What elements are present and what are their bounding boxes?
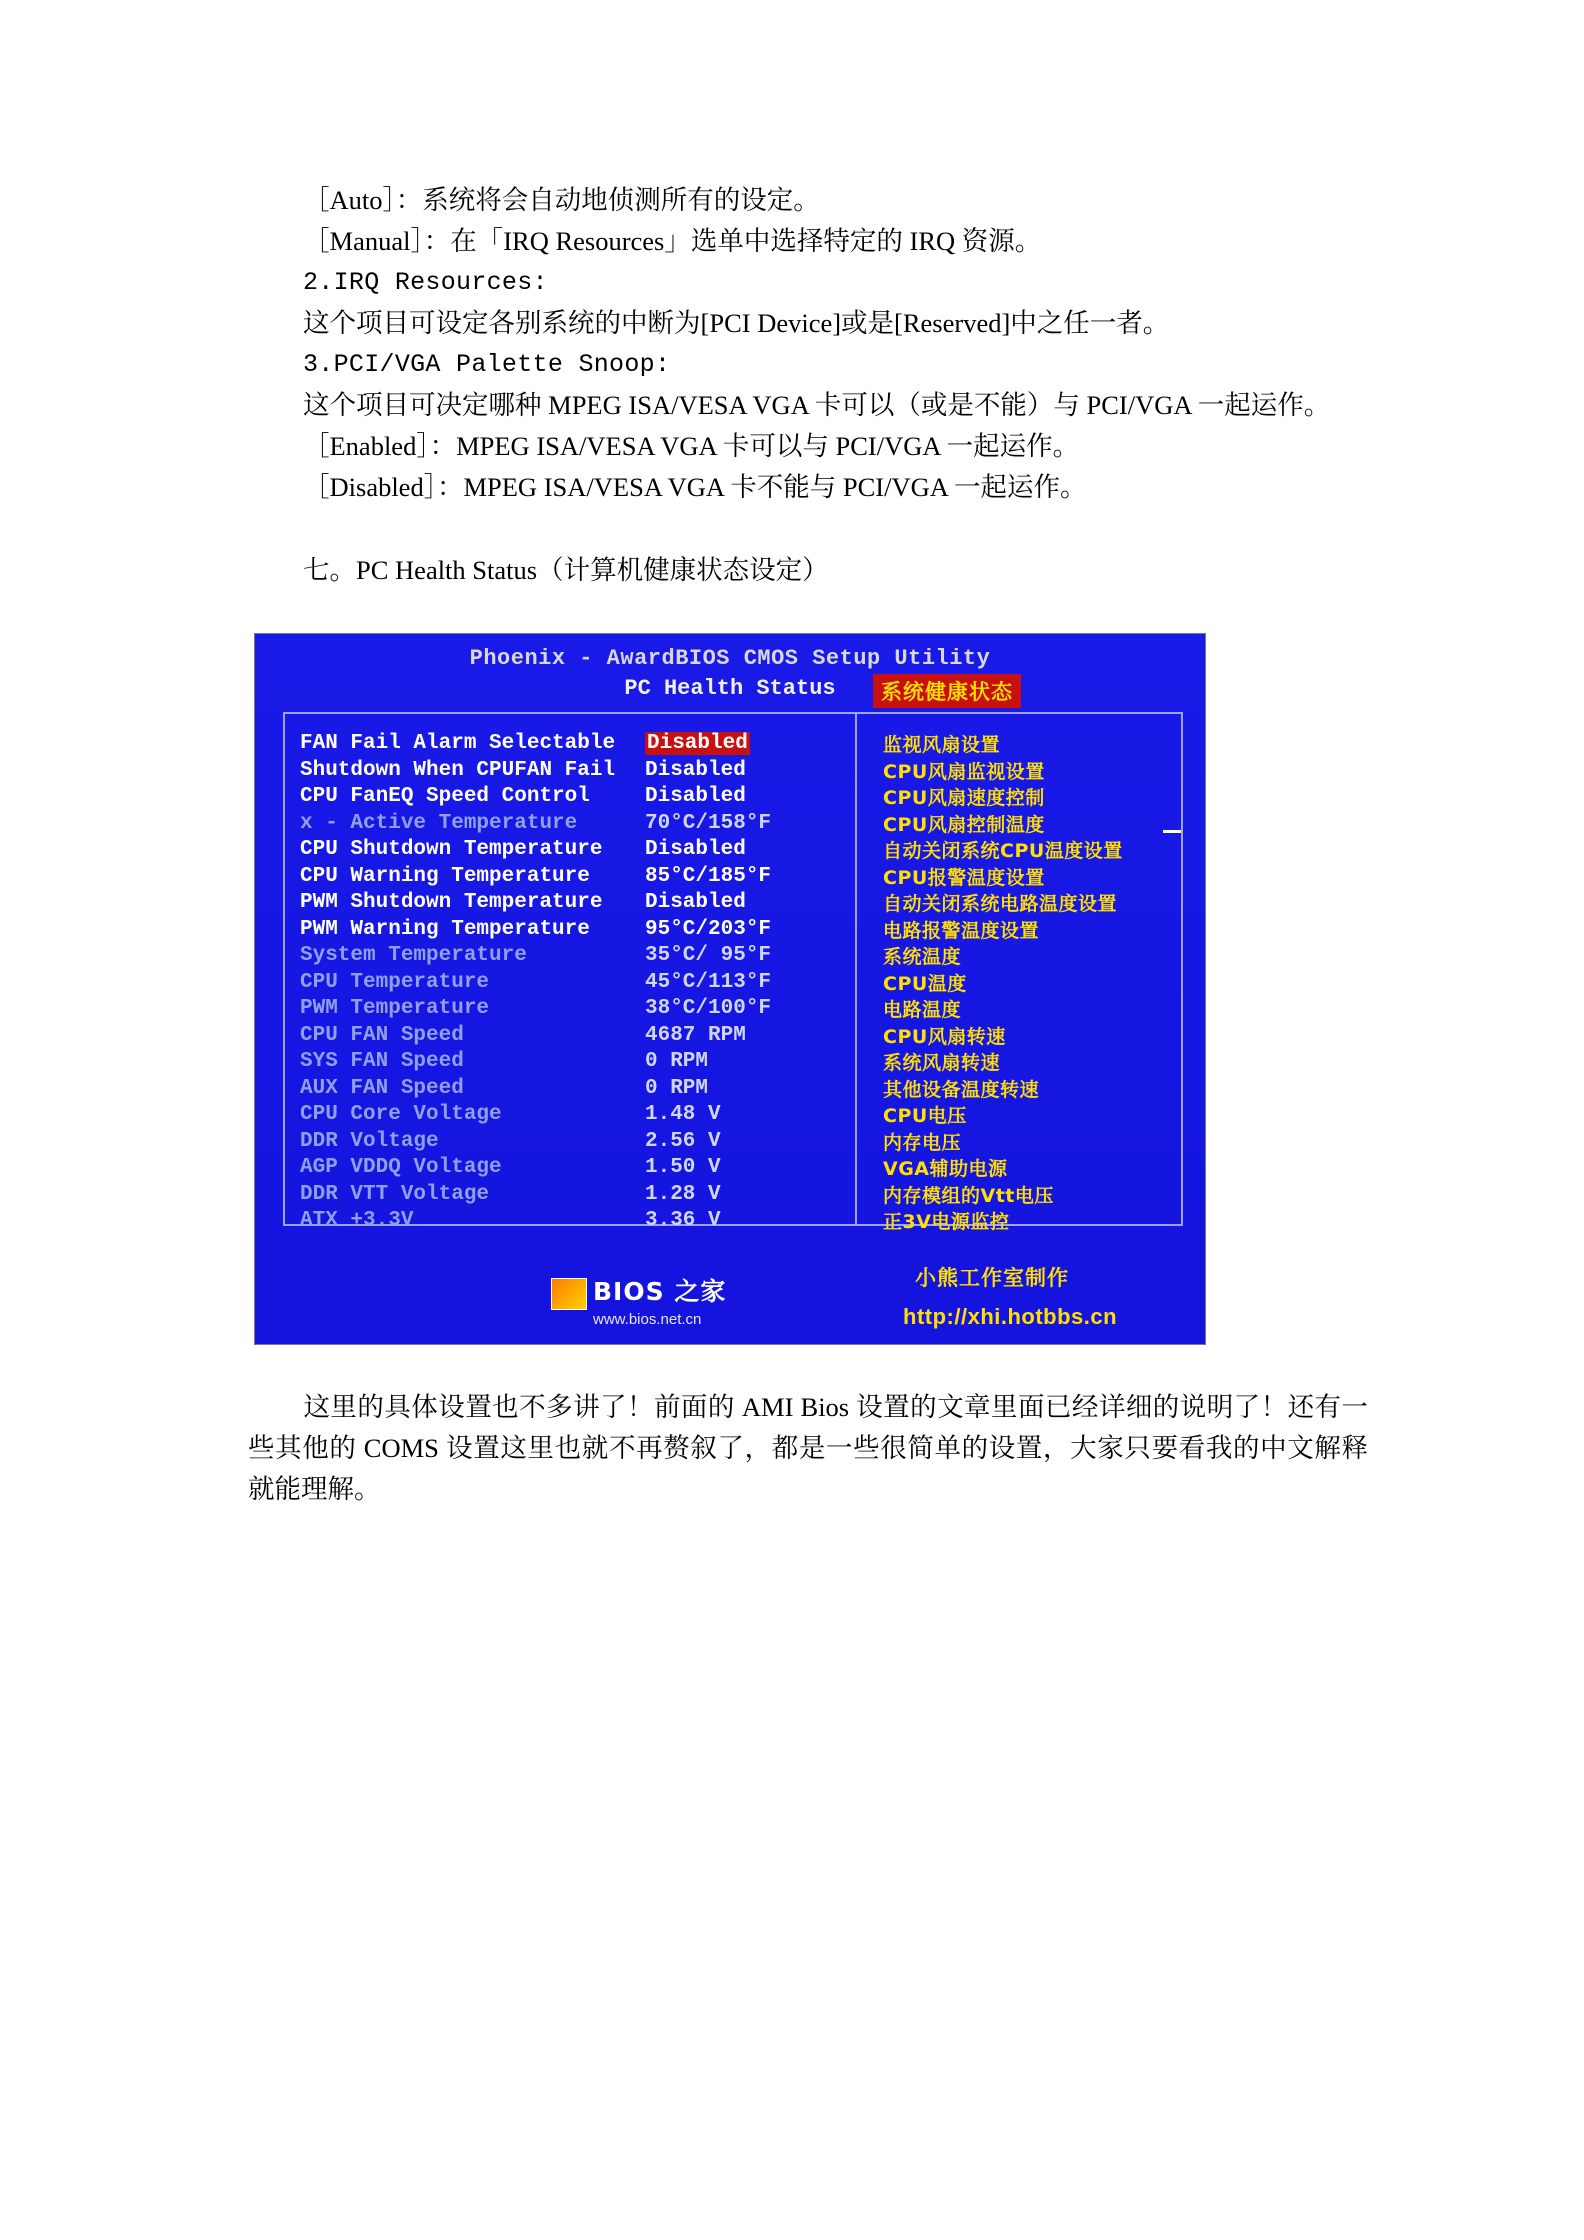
paragraph-closing: 这里的具体设置也不多讲了！前面的 AMI Bios 设置的文章里面已经详细的说明了！还有一些其他的 COMS 设置这里也就不再赘叙了，都是一些很简单的设置，大家只要看我的中文解释就能理解。 bbox=[248, 1392, 1368, 1504]
bios-setting-label: DDR VTT Voltage bbox=[300, 1182, 490, 1206]
bios-annotation-row: CPU风扇转速 bbox=[883, 1025, 1006, 1048]
bios-setting-value[interactable]: 70°C/158°F bbox=[645, 811, 772, 835]
bios-setting-label: CPU Warning Temperature bbox=[300, 864, 590, 888]
bios-setting-row[interactable] bbox=[300, 1103, 860, 1130]
bios-annotation-row: 正3V电源监控 bbox=[883, 1211, 1010, 1233]
bios-setting-label: PWM Warning Temperature bbox=[300, 917, 590, 941]
bios-setting-label: CPU FAN Speed bbox=[300, 1023, 464, 1047]
bios-annotation-row: 其他设备温度转速 bbox=[883, 1078, 1040, 1101]
bios-setting-label: SYS FAN Speed bbox=[300, 1050, 464, 1073]
bios-annotation-row: CPU报警温度设置 bbox=[883, 866, 1045, 889]
bios-annotation-row: 自动关闭系统电路温度设置 bbox=[883, 893, 1118, 915]
bios-annotation-row: 自动关闭系统CPU温度设置 bbox=[883, 840, 1123, 862]
bios-setting-row[interactable] bbox=[300, 1130, 860, 1157]
bios-setting-row[interactable] bbox=[300, 971, 860, 998]
bios-setting-label: DDR Voltage bbox=[300, 1129, 439, 1153]
bios-setting-row[interactable] bbox=[300, 865, 860, 892]
bios-setting-row[interactable] bbox=[300, 891, 860, 918]
bios-setting-value[interactable]: 35°C/ 95°F bbox=[645, 944, 772, 967]
bios-setting-value[interactable]: Disabled bbox=[645, 891, 746, 914]
bios-screenshot bbox=[254, 633, 1206, 1345]
paragraph-manual: ［Manual］：在「IRQ Resources」选单中选择特定的 IRQ 资源。 bbox=[303, 226, 1042, 256]
bios-setting-label: AGP VDDQ Voltage bbox=[300, 1156, 502, 1179]
bios-setting-value[interactable]: Disabled bbox=[645, 758, 746, 782]
bios-annotation-row: 电路温度 bbox=[883, 999, 962, 1021]
section-heading-pc-health: 七。PC Health Status（计算机健康状态设定） bbox=[303, 555, 829, 585]
bios-annotation-row: CPU风扇速度控制 bbox=[883, 787, 1045, 809]
bios-annotation-row: 系统温度 bbox=[883, 946, 962, 968]
bios-setting-row[interactable] bbox=[300, 785, 860, 812]
bios-setting-row[interactable] bbox=[300, 1024, 860, 1051]
document-body bbox=[248, 180, 1368, 1510]
bios-setting-row[interactable] bbox=[300, 918, 860, 945]
bios-setting-row[interactable] bbox=[300, 1050, 860, 1077]
bios-setting-value[interactable]: 1.28 V bbox=[645, 1182, 721, 1206]
bios-setting-row[interactable] bbox=[300, 759, 860, 786]
bios-setting-label: CPU Temperature bbox=[300, 970, 490, 994]
bios-annotation-row: 电路报警温度设置 bbox=[883, 919, 1040, 942]
bios-setting-value[interactable]: 85°C/185°F bbox=[645, 864, 772, 888]
bios-annotation-row: CPU风扇控制温度 bbox=[883, 813, 1045, 836]
bios-setting-row[interactable] bbox=[300, 838, 860, 865]
bios-cn-header: 系统健康状态 bbox=[873, 674, 1021, 708]
bios-setting-value[interactable]: Disabled bbox=[647, 732, 748, 755]
bios-setting-row[interactable] bbox=[300, 812, 860, 839]
bios-footer-left bbox=[593, 1272, 726, 1328]
bios-credit-url: http://xhi.hotbbs.cn bbox=[903, 1304, 1118, 1329]
bios-setting-value[interactable]: 2.56 V bbox=[645, 1129, 721, 1153]
bios-setting-row[interactable] bbox=[300, 944, 860, 971]
bios-setting-label: CPU Core Voltage bbox=[300, 1103, 502, 1126]
bios-title: Phoenix - AwardBIOS CMOS Setup Utility bbox=[469, 646, 991, 671]
bios-setting-value[interactable]: 45°C/113°F bbox=[645, 970, 772, 994]
bios-annotation-row: CPU温度 bbox=[883, 972, 967, 995]
paragraph-enabled: ［Enabled］：MPEG ISA/VESA VGA 卡可以与 PCI/VGA 一起运作。 bbox=[303, 431, 1080, 461]
bios-setting-label: ATX +3.3V bbox=[300, 1209, 414, 1232]
bios-setting-row[interactable] bbox=[300, 1156, 860, 1183]
bios-setting-label: PWM Shutdown Temperature bbox=[300, 891, 603, 914]
bios-setting-label: AUX FAN Speed bbox=[300, 1076, 464, 1100]
bios-setting-label: CPU FanEQ Speed Control bbox=[300, 785, 590, 808]
bios-subtitle: PC Health Status bbox=[624, 676, 836, 701]
bios-settings-list[interactable] bbox=[300, 732, 860, 1236]
bios-annotation-row: 内存模组的Vtt电压 bbox=[883, 1184, 1054, 1207]
bios-setting-label: FAN Fail Alarm Selectable bbox=[300, 732, 616, 755]
paragraph-auto: ［Auto］：系统将会自动地侦测所有的设定。 bbox=[303, 185, 820, 215]
paragraph-palette-snoop-heading: 3.PCI/VGA Palette Snoop: bbox=[303, 350, 671, 379]
bios-annotation-row: CPU电压 bbox=[883, 1105, 967, 1127]
bios-setting-value[interactable]: 0 RPM bbox=[645, 1076, 709, 1100]
bios-setting-value[interactable]: 1.48 V bbox=[645, 1103, 721, 1126]
bios-credit: 小熊工作室制作 bbox=[915, 1266, 1069, 1290]
bios-setting-value[interactable]: 4687 RPM bbox=[645, 1023, 746, 1047]
bios-site-url: www.bios.net.cn bbox=[593, 1311, 702, 1328]
bios-setting-label: Shutdown When CPUFAN Fail bbox=[300, 758, 616, 782]
bios-setting-label: x - Active Temperature bbox=[300, 811, 578, 835]
bios-setting-value[interactable]: Disabled bbox=[645, 838, 746, 861]
paragraph-disabled: ［Disabled］：MPEG ISA/VESA VGA 卡不能与 PCI/VGA 一起运作。 bbox=[303, 472, 1087, 502]
bios-setting-value[interactable]: Disabled bbox=[645, 785, 746, 808]
bios-setting-value[interactable]: 95°C/203°F bbox=[645, 917, 772, 941]
bios-setting-value[interactable]: 0 RPM bbox=[645, 1050, 709, 1073]
bios-setting-value[interactable]: 3.36 V bbox=[645, 1209, 721, 1232]
bios-annotation-row: VGA辅助电源 bbox=[883, 1158, 1008, 1180]
bios-setting-value[interactable]: 38°C/100°F bbox=[645, 997, 772, 1020]
bios-annotation-row: 系统风扇转速 bbox=[883, 1052, 1001, 1074]
paragraph-irq-resources-heading: 2.IRQ Resources: bbox=[303, 268, 548, 297]
bios-setting-row[interactable] bbox=[300, 997, 860, 1024]
bios-setting-row[interactable] bbox=[300, 1077, 860, 1104]
bios-site-name: BIOS 之家 bbox=[593, 1277, 727, 1306]
bios-setting-row[interactable] bbox=[300, 732, 860, 759]
bios-annotation-row: 内存电压 bbox=[883, 1131, 962, 1154]
bios-setting-label: System Temperature bbox=[300, 944, 527, 967]
bios-setting-row[interactable] bbox=[300, 1209, 860, 1236]
paragraph-irq-resources-desc: 这个项目可设定各别系统的中断为[PCI Device]或是[Reserved]中之任一者。 bbox=[303, 308, 1170, 338]
bios-setting-value[interactable]: 1.50 V bbox=[645, 1156, 721, 1179]
bios-logo-icon bbox=[551, 1278, 587, 1310]
bios-setting-row[interactable] bbox=[300, 1183, 860, 1210]
bios-setting-label: CPU Shutdown Temperature bbox=[300, 838, 603, 861]
bios-annotation-row: 监视风扇设置 bbox=[883, 734, 1001, 756]
bios-annotation-row: CPU风扇监视设置 bbox=[883, 760, 1045, 783]
paragraph-palette-snoop-desc: 这个项目可决定哪种 MPEG ISA/VESA VGA 卡可以（或是不能）与 PCI/VGA 一起运作。 bbox=[303, 390, 1331, 420]
bios-annotation-list bbox=[883, 730, 1183, 1234]
bios-setting-label: PWM Temperature bbox=[300, 997, 490, 1020]
